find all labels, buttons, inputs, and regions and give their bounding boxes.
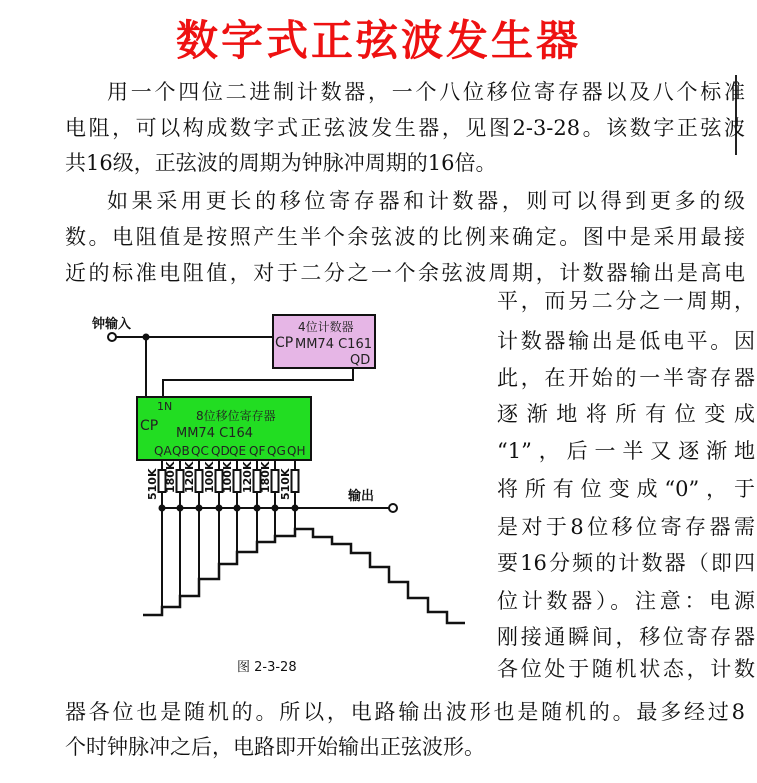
shift-register-cp: CP [140,418,159,434]
junction-dot [144,335,149,340]
output-label: 输出 [348,489,375,504]
resistor-value: 510K [146,468,159,500]
text-line: 此，在开始的一半寄存器 [497,366,755,390]
output-pin-qh: QH [287,444,306,458]
page-title: 数字式正弦波发生器 [175,16,581,65]
text-line: 用一个四位二进制计数器，一个八位移位寄存器以及八个标准 [107,80,745,104]
text-line: 平，而另二分之一周期， [497,289,755,313]
clock-input-label: 钟输入 [92,317,132,332]
text-line: “1”，后一半又逐渐地 [497,439,755,463]
resistor-value: 180K [164,461,177,493]
output-pin-qf: QF [249,444,266,458]
output-pin-qa: QA [154,444,172,458]
text-line: 共16级，正弦波的周期为钟脉冲周期的16倍。 [65,151,497,175]
text-line: 个时钟脉冲之后，电路即开始输出正弦波形。 [65,735,485,759]
output-pin-qc: QC [191,444,209,458]
shift-register-in: 1N [157,400,173,413]
resistor-value: 120K [241,461,254,493]
text-line: 如果采用更长的移位寄存器和计数器，则可以得到更多的级 [107,189,745,213]
text-line: 位计数器）。注意：电源 [497,589,755,613]
clock-input-terminal [108,333,116,341]
staircase-waveform [143,529,465,623]
figure-caption: 图 2-3-28 [237,660,297,675]
counter-qd: QD [350,353,371,368]
text-line: 数。电阻值是按照产生半个余弦波的比例来确定。图中是采用最接 [65,225,745,249]
text-line: 器各位也是随机的。所以，电路输出波形也是随机的。最多经过8 [65,700,745,724]
resistor [234,470,241,492]
text-line: 电阻，可以构成数字式正弦波发生器，见图2-3-28。该数字正弦波 [65,116,745,140]
resistor [272,470,279,492]
output-pin-qe: QE [229,444,247,458]
shift-register-part: MM74 C164 [176,426,253,441]
output-pin-qb: QB [172,444,190,458]
output-terminal [389,504,397,512]
shift-register-title: 8位移位寄存器 [196,409,276,423]
text-line: 近的标准电阻值，对于二分之一个余弦波周期，计数器输出是高电 [65,261,745,285]
output-pin-labels [154,444,305,458]
resistor-value: 100K [203,461,216,493]
output-pin-qd: QD [211,444,230,458]
output-pin-qg: QG [267,444,286,458]
resistor [196,470,203,492]
text-line: 各位处于随机状态，计数 [497,657,755,681]
resistor-value: 120K [183,461,196,493]
resistor-value: 180K [259,461,272,493]
text-line: 刚接通瞬间，移位寄存器 [497,625,755,649]
text-line: 计数器输出是低电平。因 [497,329,755,353]
counter-title: 4位计数器 [298,320,354,334]
text-line: 将所有位变成“0”，于 [497,477,755,501]
resistor-value: 100K [221,461,234,493]
counter-cp: CP [275,335,294,351]
resistor-value: 510K [279,468,292,500]
counter-part: MM74 C161 [295,337,372,352]
text-line: 是对于8位移位寄存器需 [497,515,755,539]
text-line: 逐渐地将所有位变成 [497,402,755,426]
resistor [292,470,299,492]
text-line: 要16分频的计数器（即四 [497,551,755,575]
